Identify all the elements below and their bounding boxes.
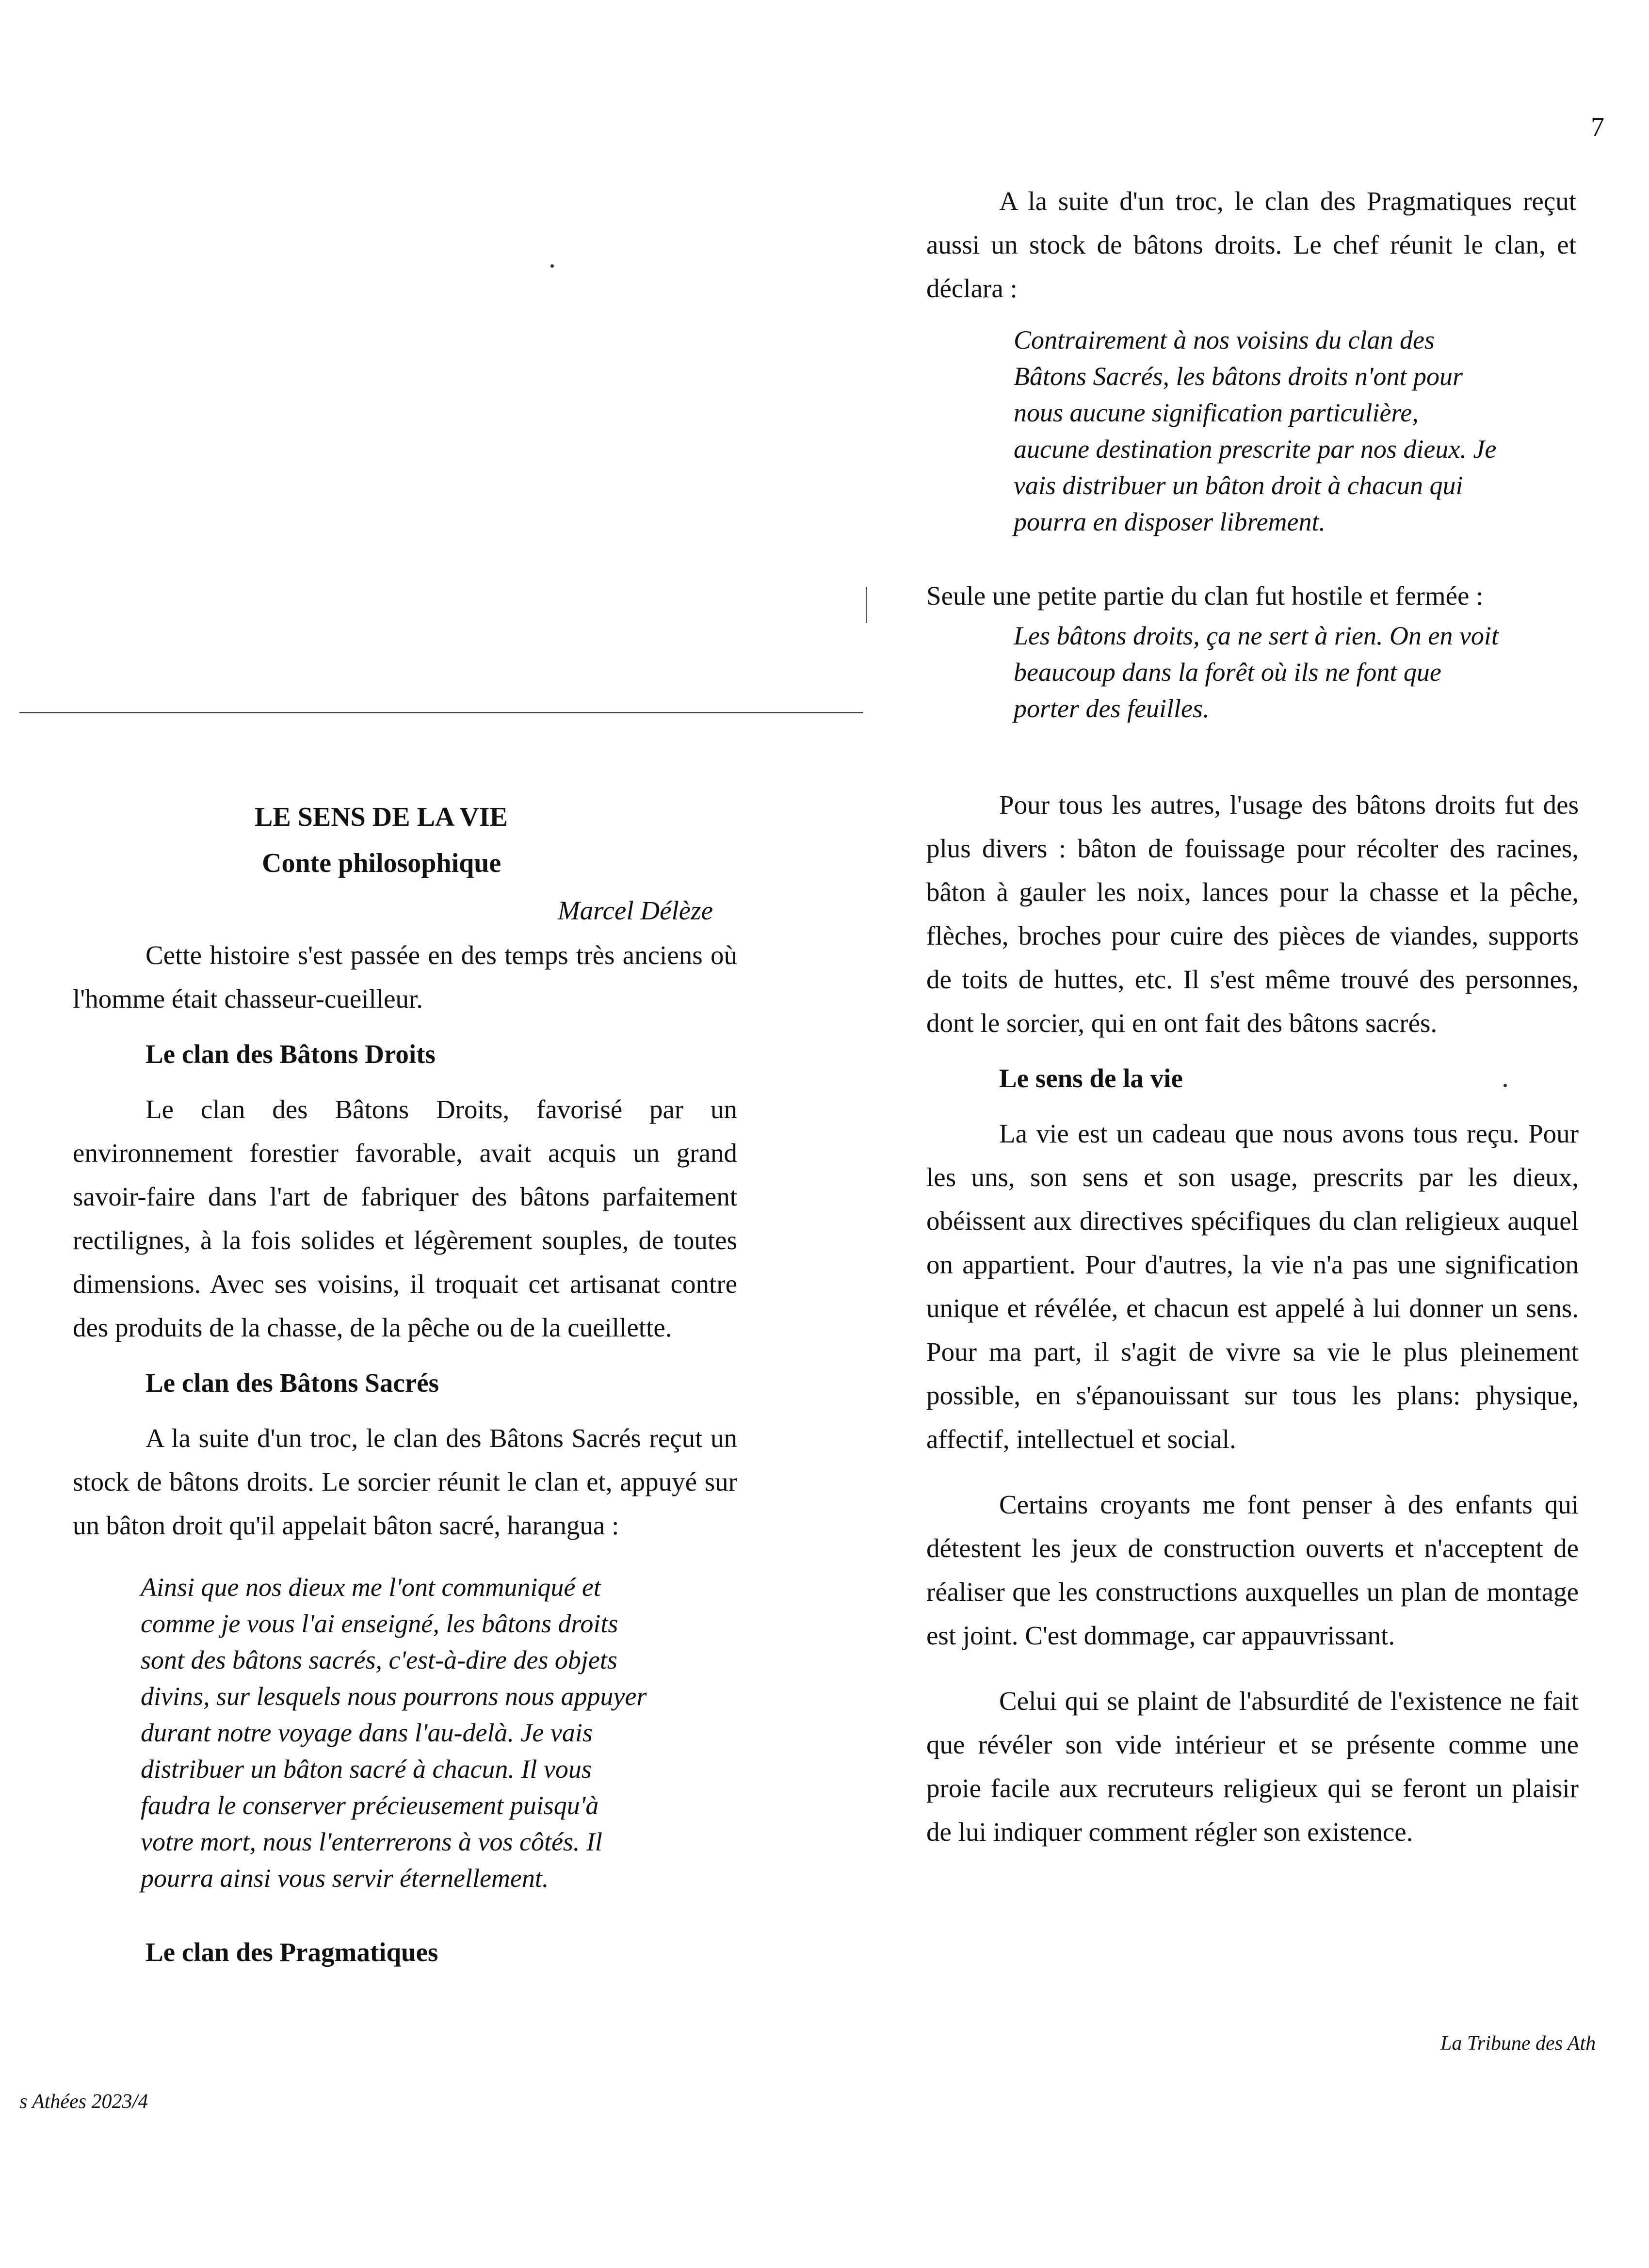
paragraph-pragmatiques: A la suite d'un troc, le clan des Pragmatiques reçut aussi un stock de bâtons droits. Le chef réunit le clan, et déclara : [926,186,1576,303]
article-author: Marcel Délèze [557,896,713,925]
intro-paragraph: Cette histoire s'est passée en des temps très anciens où l'homme était chasseur-cueilleur. [73,940,737,1013]
section-divider [19,712,863,713]
quote-chef: Contrairement à nos voisins du clan des Bâtons Sacrés, les bâtons droits n'ont pour nous aucune signification particulière, aucune destination prescrite par nos dieux. Je vais distribuer un bâton droit à chacun qui pourra en disposer librement. [1014,325,1497,536]
paragraph-usages: Pour tous les autres, l'usage des bâtons droits fut des plus divers : bâton de fouissage pour récolter des racines, bâton à gauler les noix, lances pour la chasse et la pêche, flèches, broches pour cuire des pièces de viandes, supports de toits de huttes, etc. Il s'est même trouvé des personnes, dont le sorcier, qui en ont fait des bâtons sacrés. [926,790,1579,1038]
column-mark [866,587,867,623]
paragraph-sens-de-la-vie: La vie est un cadeau que nous avons tous reçu. Pour les uns, son sens et son usage, prescrits par les dieux, obéissent aux directives spécifiques du clan religieux auquel on appartient. Pour d'autres, la vie n'a pas une signification unique et révélée, et chacun est appelé à lui donner un sens. Pour ma part, il s'agit de vivre sa vie le plus pleinement possible, en s'épanouissant sur tous les plans: physique, affectif, intellectuel et social. [926,1119,1579,1454]
quote-sorcier: Ainsi que nos dieux me l'ont communiqué et comme je vous l'ai enseigné, les bâtons droits sont des bâtons sacrés, c'est-à-dire des objets divins, sur lesquels nous pourrons nous appuyer durant notre voyage dans l'au-delà. Je vais distribuer un bâton sacré à chacun. Il vous faudra le conserver précieusement puisqu'à votre mort, nous l'enterrerons à vos côtés. Il pourra ainsi vous servir éternellement. [141,1573,647,1893]
footer-issue: s Athées 2023/4 [19,2091,148,2113]
article-title: LE SENS DE LA VIE [255,802,508,832]
paragraph-hostile: Seule une petite partie du clan fut hostile et fermée : [926,581,1484,611]
paragraph-batons-sacres: A la suite d'un troc, le clan des Bâtons Sacrés reçut un stock de bâtons droits. Le sorcier réunit le clan et, appuyé sur un bâton droit qu'il appelait bâton sacré, harangua : [73,1423,737,1540]
paragraph-croyants: Certains croyants me font penser à des enfants qui détestent les jeux de construction ouverts et n'acceptent de réaliser que les constructions auxquelles un plan de montage est joint. C'est dommage, car appauvrissant. [926,1490,1579,1650]
paragraph-batons-droits: Le clan des Bâtons Droits, favorisé par un environnement forestier favorable, avait acquis un grand savoir-faire dans l'art de fabriquer des bâtons parfaitement rectilignes, à la fois solides et légèrement souples, de toutes dimensions. Avec ses voisins, il troquait cet artisanat contre des produits de la chasse, de la pêche ou de la cueillette. [73,1094,737,1342]
section-heading-pragmatiques: Le clan des Pragmatiques [146,1937,438,1967]
right-column-bottom [926,783,1579,1854]
section-heading-sens-de-la-vie: Le sens de la vie [999,1063,1183,1093]
scan-speck [550,264,554,268]
paragraph-absurdite: Celui qui se plaint de l'absurdité de l'existence ne fait que révéler son vide intérieur et se présente comme une proie facile aux recruteurs religieux qui se feront un plaisir de lui indiquer comment régler son existence. [926,1686,1579,1847]
article-subtitle: Conte philosophique [262,848,501,878]
quote-hostile: Les bâtons droits, ça ne sert à rien. On en voit beaucoup dans la forêt où ils ne font que porter des feuilles. [1014,621,1499,723]
right-column-top [926,179,1576,727]
section-heading-batons-sacres: Le clan des Bâtons Sacrés [146,1368,439,1398]
section-heading-batons-droits: Le clan des Bâtons Droits [146,1039,436,1069]
page-number: 7 [1591,112,1604,142]
left-column [73,795,737,1974]
footer-publication: La Tribune des Ath [1440,2032,1596,2055]
